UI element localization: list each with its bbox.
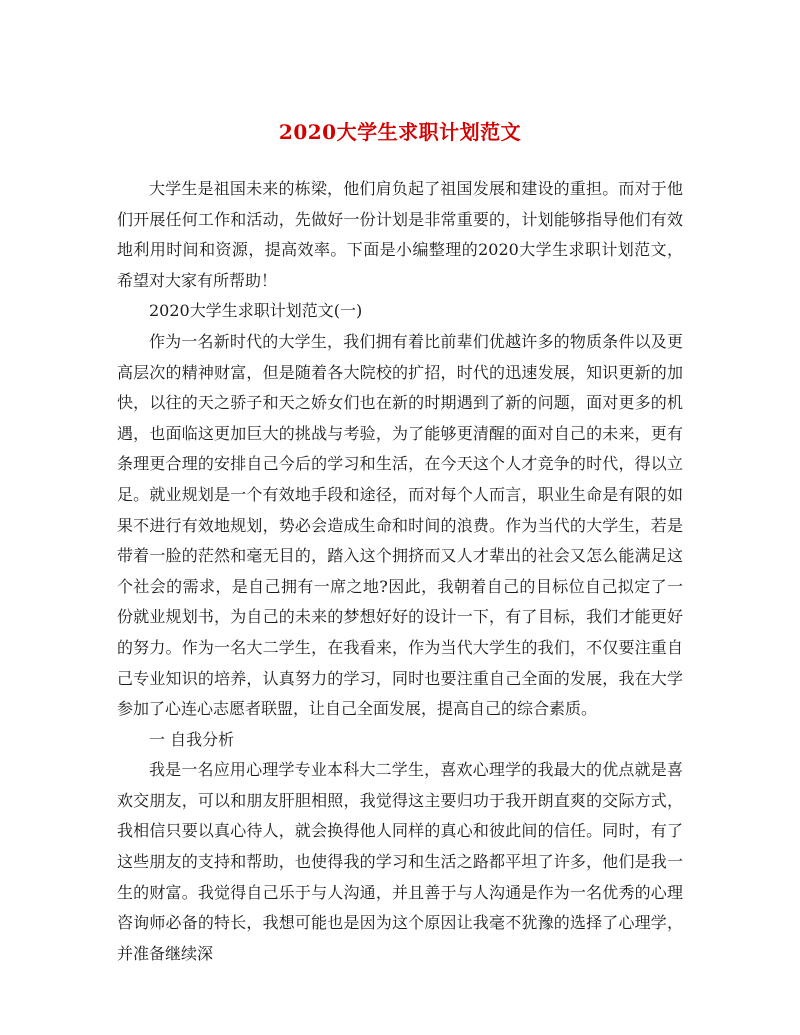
body-paragraph-self-analysis: 我是一名应用心理学专业本科大二学生，喜欢心理学的我最大的优点就是喜欢交朋友，可以和朋友肝胆相照，我觉得这主要归功于我开朗直爽的交际方式，我相信只要以真心待人，就会换得他人同样的真心和彼此间的信任。同时，有了这些朋友的支持和帮助，也使得我的学习和生活之路都平坦了许多，他们是我一生的财富。我觉得自己乐于与人沟通，并且善于与人沟通是作为一名优秀的心理咨询师必备的特长，我想可能也是因为这个原因让我毫不犹豫的选择了心理学，并准备继续深 [117,760,683,963]
section-heading-plan-one: 2020大学生求职计划范文(一) [149,301,363,321]
section-heading-self-analysis: 一 自我分析 [149,729,235,749]
intro-paragraph: 大学生是祖国未来的栋梁，他们肩负起了祖国发展和建设的重担。而对于他们开展任何工作和活动，先做好一份计划是非常重要的，计划能够指导他们有效地利用时间和资源，提高效率。下面是小编整理的2020大学生求职计划范文，希望对大家有所帮助！ [117,179,683,290]
body-paragraph: 作为一名新时代的大学生，我们拥有着比前辈们优越许多的物质条件以及更高层次的精神财富，但是随着各大院校的扩招，时代的迅速发展，知识更新的加快，以往的天之骄子和天之娇女们也在新的时期遇到了新的问题，面对更多的机遇，也面临这更加巨大的挑战与考验，为了能够更清醒的面对自己的未来，更有条理更合理的安排自己今后的学习和生活，在今天这个人才竞争的时代，得以立足。就业规划是一个有效地手段和途径，而对每个人而言，职业生命是有限的如果不进行有效地规划，势必会造成生命和时间的浪费。作为当代的大学生，若是带着一脸的茫然和毫无目的，踏入这个拥挤而又人才辈出的社会又怎么能满足这个社会的需求，是自己拥有一席之地?因此，我朝着自己的目标位自己拟定了一份就业规划书，为自己的未来的梦想好好的设计一下，有了目标，我们才能更好的努力。作为一名大二学生，在我看来，作为当代大学生的我们，不仅要注重自己专业知识的培养，认真努力的学习，同时也要注重自己全面的发展，我在大学参加了心连心志愿者联盟，让自己全面发展，提高自己的综合素质。 [117,331,683,719]
document-title: 2020大学生求职计划范文 [278,120,522,144]
document-body [117,174,683,969]
